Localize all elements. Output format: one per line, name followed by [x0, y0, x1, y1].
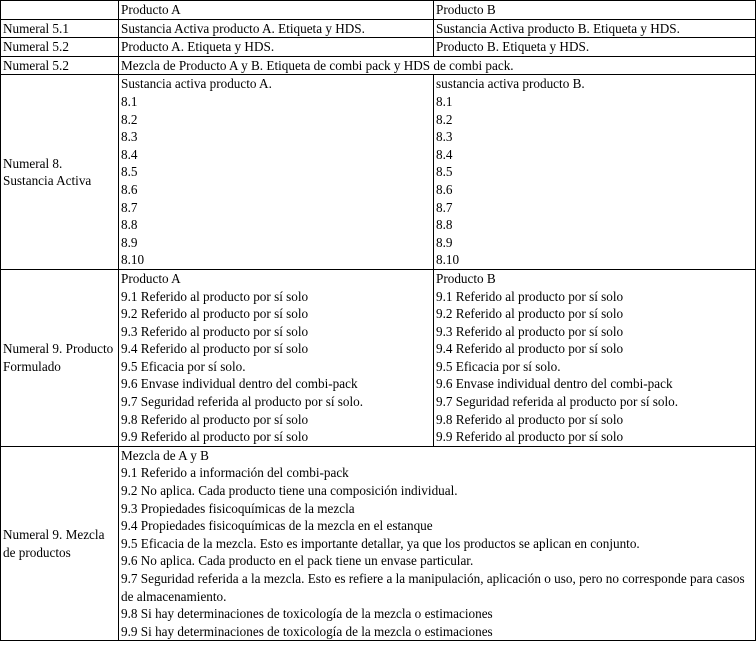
list-item: 8.6: [436, 181, 453, 197]
table-row: [1, 19, 756, 38]
list-item: 9.5 Eficacia por sí solo.: [436, 358, 561, 374]
list-item: 9.7 Seguridad referida al producto por sí solo.: [121, 394, 364, 410]
list-item: 8.9: [436, 234, 453, 250]
cell-producto-a: [119, 75, 434, 270]
list-item: 8.3: [121, 129, 138, 145]
list-item: 8.3: [436, 129, 453, 145]
cell-producto-a: Producto A. Etiqueta y HDS.: [119, 38, 434, 57]
list-item: 8.2: [436, 111, 453, 127]
list-item: 9.4 Referido al producto por sí solo: [121, 341, 309, 357]
list-item: 8.5: [436, 164, 453, 180]
cell-producto-b: Producto B. Etiqueta y HDS.: [434, 38, 756, 57]
list-item: 9.9 Referido al producto por sí solo: [436, 429, 624, 445]
list-item: 9.3 Referido al producto por sí solo: [121, 323, 309, 339]
list-item: 9.8 Referido al producto por sí solo: [121, 411, 309, 427]
list-item: 8.4: [436, 146, 453, 162]
list-item: sustancia activa producto B.: [436, 76, 585, 92]
list-item: 8.7: [121, 199, 138, 215]
cell-mezcla-merged: Mezcla de Producto A y B. Etiqueta de combi pack y HDS de combi pack.: [119, 56, 756, 75]
list-item: Producto B: [436, 270, 496, 286]
list-item: 9.6 Envase individual dentro del combi-pack: [436, 376, 673, 392]
cell-producto-b: [434, 75, 756, 270]
list-item: 9.5 Eficacia de la mezcla. Esto es importante detallar, ya que los productos se aplican en conjunto.: [121, 535, 640, 551]
list-item: 9.3 Referido al producto por sí solo: [436, 323, 624, 339]
list-item: 8.5: [121, 164, 138, 180]
list-item: 9.2 Referido al producto por sí solo: [436, 306, 624, 322]
row-label: Numeral 9. Mezcla de productos: [1, 446, 119, 641]
list-item: Producto A: [121, 270, 181, 286]
table-row: [1, 38, 756, 57]
list-item: 9.1 Referido a información del combi-pack: [121, 465, 349, 481]
row-label: Numeral 8. Sustancia Activa: [1, 75, 119, 270]
list-item: 8.10: [121, 252, 145, 268]
list-item: 8.4: [121, 146, 138, 162]
list-item: Sustancia activa producto A.: [121, 76, 272, 92]
list-item: 8.1: [436, 93, 453, 109]
list-item: 9.3 Propiedades fisicoquímicas de la mezcla: [121, 500, 355, 516]
list-item: 8.8: [121, 217, 138, 233]
list-item: 8.10: [436, 252, 460, 268]
list-item: 9.9 Referido al producto por sí solo: [121, 429, 309, 445]
cell-producto-b: [434, 269, 756, 446]
row-label: Numeral 9. Producto Formulado: [1, 269, 119, 446]
cell-mezcla-merged: [119, 446, 756, 641]
table-row: [1, 75, 756, 270]
table-row: [1, 446, 756, 641]
list-item: 8.2: [121, 111, 138, 127]
list-item: 9.4 Propiedades fisicoquímicas de la mezcla en el estanque: [121, 518, 433, 534]
list-item: 8.6: [121, 181, 138, 197]
list-item: 8.1: [121, 93, 138, 109]
cell-producto-a: Sustancia Activa producto A. Etiqueta y HDS.: [119, 19, 434, 38]
header-row: [1, 1, 756, 20]
list-item: 9.1 Referido al producto por sí solo: [436, 288, 624, 304]
table-row: [1, 56, 756, 75]
list-item: 9.6 No aplica. Cada producto en el pack tiene un envase particular.: [121, 553, 474, 569]
list-item: 8.7: [436, 199, 453, 215]
list-item: 8.9: [121, 234, 138, 250]
list-item: 9.2 No aplica. Cada producto tiene una composición individual.: [121, 483, 458, 499]
list-item: 9.8 Si hay determinaciones de toxicología de la mezcla o estimaciones: [121, 606, 493, 622]
row-label: Numeral 5.1: [1, 19, 119, 38]
list-item: Mezcla de A y B: [121, 447, 209, 463]
cell-producto-b: Sustancia Activa producto B. Etiqueta y HDS.: [434, 19, 756, 38]
list-item: 9.7 Seguridad referida a la mezcla. Esto es refiere a la manipulación, aplicación o uso, pero no corresponde para casos de almacenamiento.: [121, 571, 745, 604]
list-item: 9.5 Eficacia por sí solo.: [121, 358, 246, 374]
list-item: 9.1 Referido al producto por sí solo: [121, 288, 309, 304]
header-producto-b: Producto B: [434, 1, 756, 20]
row-label: Numeral 5.2: [1, 38, 119, 57]
table-row: [1, 269, 756, 446]
list-item: 8.8: [436, 217, 453, 233]
row-label: Numeral 5.2: [1, 56, 119, 75]
list-item: 9.4 Referido al producto por sí solo: [436, 341, 624, 357]
list-item: 9.8 Referido al producto por sí solo: [436, 411, 624, 427]
cell-producto-a: [119, 269, 434, 446]
header-producto-a: Producto A: [119, 1, 434, 20]
list-item: 9.9 Si hay determinaciones de toxicología de la mezcla o estimaciones: [121, 623, 493, 639]
list-item: 9.6 Envase individual dentro del combi-pack: [121, 376, 358, 392]
header-cell-empty: [1, 1, 119, 20]
list-item: 9.7 Seguridad referida al producto por sí solo.: [436, 394, 679, 410]
list-item: 9.2 Referido al producto por sí solo: [121, 306, 309, 322]
